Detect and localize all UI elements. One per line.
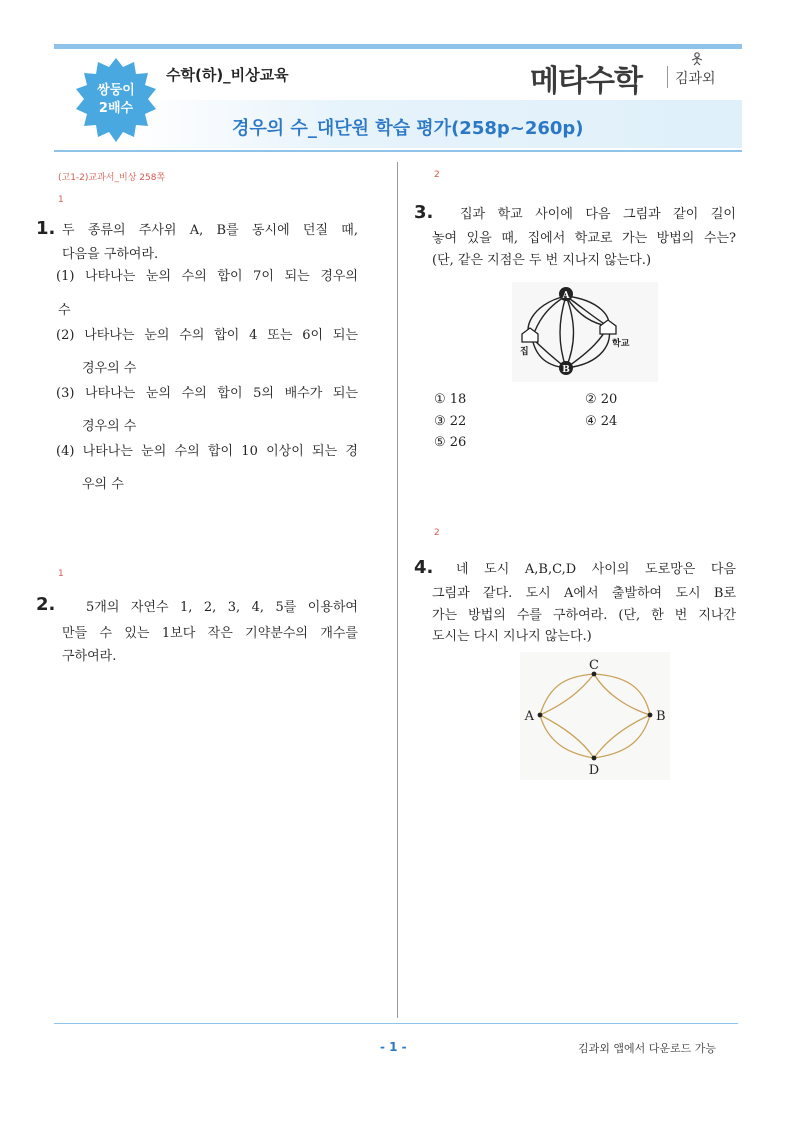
- footer-divider: [54, 1023, 738, 1024]
- q4-stem-line-1: 네 도시 A,B,C,D 사이의 도로망은 다음: [456, 562, 736, 577]
- q2-number: 2.: [36, 594, 56, 615]
- q3-stem-line-1: 집과 학교 사이에 다음 그림과 같이 길이: [460, 207, 736, 222]
- q1-part-3: (3) 나타나는 눈의 수의 합이 5의 배수가 되는: [56, 386, 358, 401]
- q1-part-2-cont: 경우의 수: [82, 361, 137, 376]
- q4-number: 4.: [414, 557, 434, 578]
- q4-stem-line-4: 도시는 다시 지나지 않는다.): [432, 629, 592, 644]
- q4-figure-label-a: A: [524, 709, 534, 724]
- q4-difficulty: 2: [434, 528, 440, 538]
- q3-road-figure: [512, 282, 658, 382]
- q1-stem-line-1: 두 종류의 주사위 A, B를 동시에 던질 때,: [62, 223, 358, 238]
- header-divider: [54, 150, 742, 152]
- q4-figure-label-d: D: [588, 763, 600, 778]
- header-top-bar: [54, 44, 742, 49]
- q1-number: 1.: [36, 218, 56, 239]
- q3-difficulty: 2: [434, 170, 440, 180]
- brand-logo: 메타수학: [530, 64, 642, 99]
- column-divider: [397, 162, 398, 1018]
- q3-stem-line-3: (단, 같은 지점은 두 번 지나지 않는다.): [432, 253, 652, 268]
- source-label: (고1-2)교과서_비상 258쪽: [58, 173, 166, 183]
- q3-option-1: ① 18: [434, 392, 467, 407]
- q1-part-1-cont: 수: [58, 303, 71, 318]
- q3-stem-line-2: 놓여 있을 때, 집에서 학교로 가는 방법의 수는?: [432, 231, 736, 246]
- q2-difficulty: 1: [58, 569, 64, 579]
- q1-part-2: (2) 나타나는 눈의 수의 합이 4 또는 6이 되는: [56, 328, 358, 343]
- subject-label: 수학(하)_비상교육: [166, 66, 289, 84]
- q1-difficulty: 1: [58, 195, 64, 205]
- q4-road-figure: [520, 652, 670, 780]
- badge-line-1: 쌍둥이: [97, 83, 135, 98]
- q3-number: 3.: [414, 202, 434, 223]
- q4-figure-label-c: C: [589, 658, 599, 673]
- q3-option-3: ③ 22: [434, 414, 467, 429]
- q3-figure-label-a: A: [562, 291, 570, 301]
- q3-figure-label-school: 학교: [612, 339, 630, 349]
- q1-part-1: (1) 나타나는 눈의 수의 합이 7이 되는 경우의: [56, 269, 358, 284]
- q1-part-3-cont: 경우의 수: [82, 419, 137, 434]
- page-title: 경우의 수_대단원 학습 평가(258p~260p): [232, 118, 584, 139]
- q4-stem-line-2: 그림과 같다. 도시 A에서 출발하여 도시 B로: [432, 586, 736, 601]
- q3-figure-label-b: B: [562, 365, 570, 375]
- q1-stem-line-2: 다음을 구하여라.: [62, 247, 159, 262]
- q2-stem-line-1: 5개의 자연수 1, 2, 3, 4, 5를 이용하여: [86, 600, 358, 615]
- q4-stem-line-3: 가는 방법의 수를 구하여라. (단, 한 번 지나간: [432, 608, 736, 623]
- q2-stem-line-2: 만들 수 있는 1보다 작은 기약분수의 개수를: [62, 626, 358, 641]
- q3-option-4: ④ 24: [585, 414, 618, 429]
- badge-text: [74, 82, 158, 118]
- brand-sub-label: 김과외: [675, 71, 716, 87]
- q3-option-2: ② 20: [585, 392, 618, 407]
- q2-stem-line-3: 구하여라.: [62, 649, 117, 664]
- q3-figure-label-home: 집: [520, 347, 529, 357]
- q3-option-5: ⑤ 26: [434, 435, 467, 450]
- brand-separator: [667, 66, 668, 88]
- q4-figure-label-b: B: [656, 709, 666, 724]
- person-icon: [690, 52, 704, 66]
- q1-part-4: (4) 나타나는 눈의 수의 합이 10 이상이 되는 경: [56, 444, 358, 459]
- footer-note: 김과외 앱에서 다운로드 가능: [578, 1042, 717, 1055]
- page-number: - 1 -: [380, 1040, 407, 1054]
- badge-line-2: 2배수: [98, 101, 134, 116]
- q1-part-4-cont: 우의 수: [82, 477, 124, 492]
